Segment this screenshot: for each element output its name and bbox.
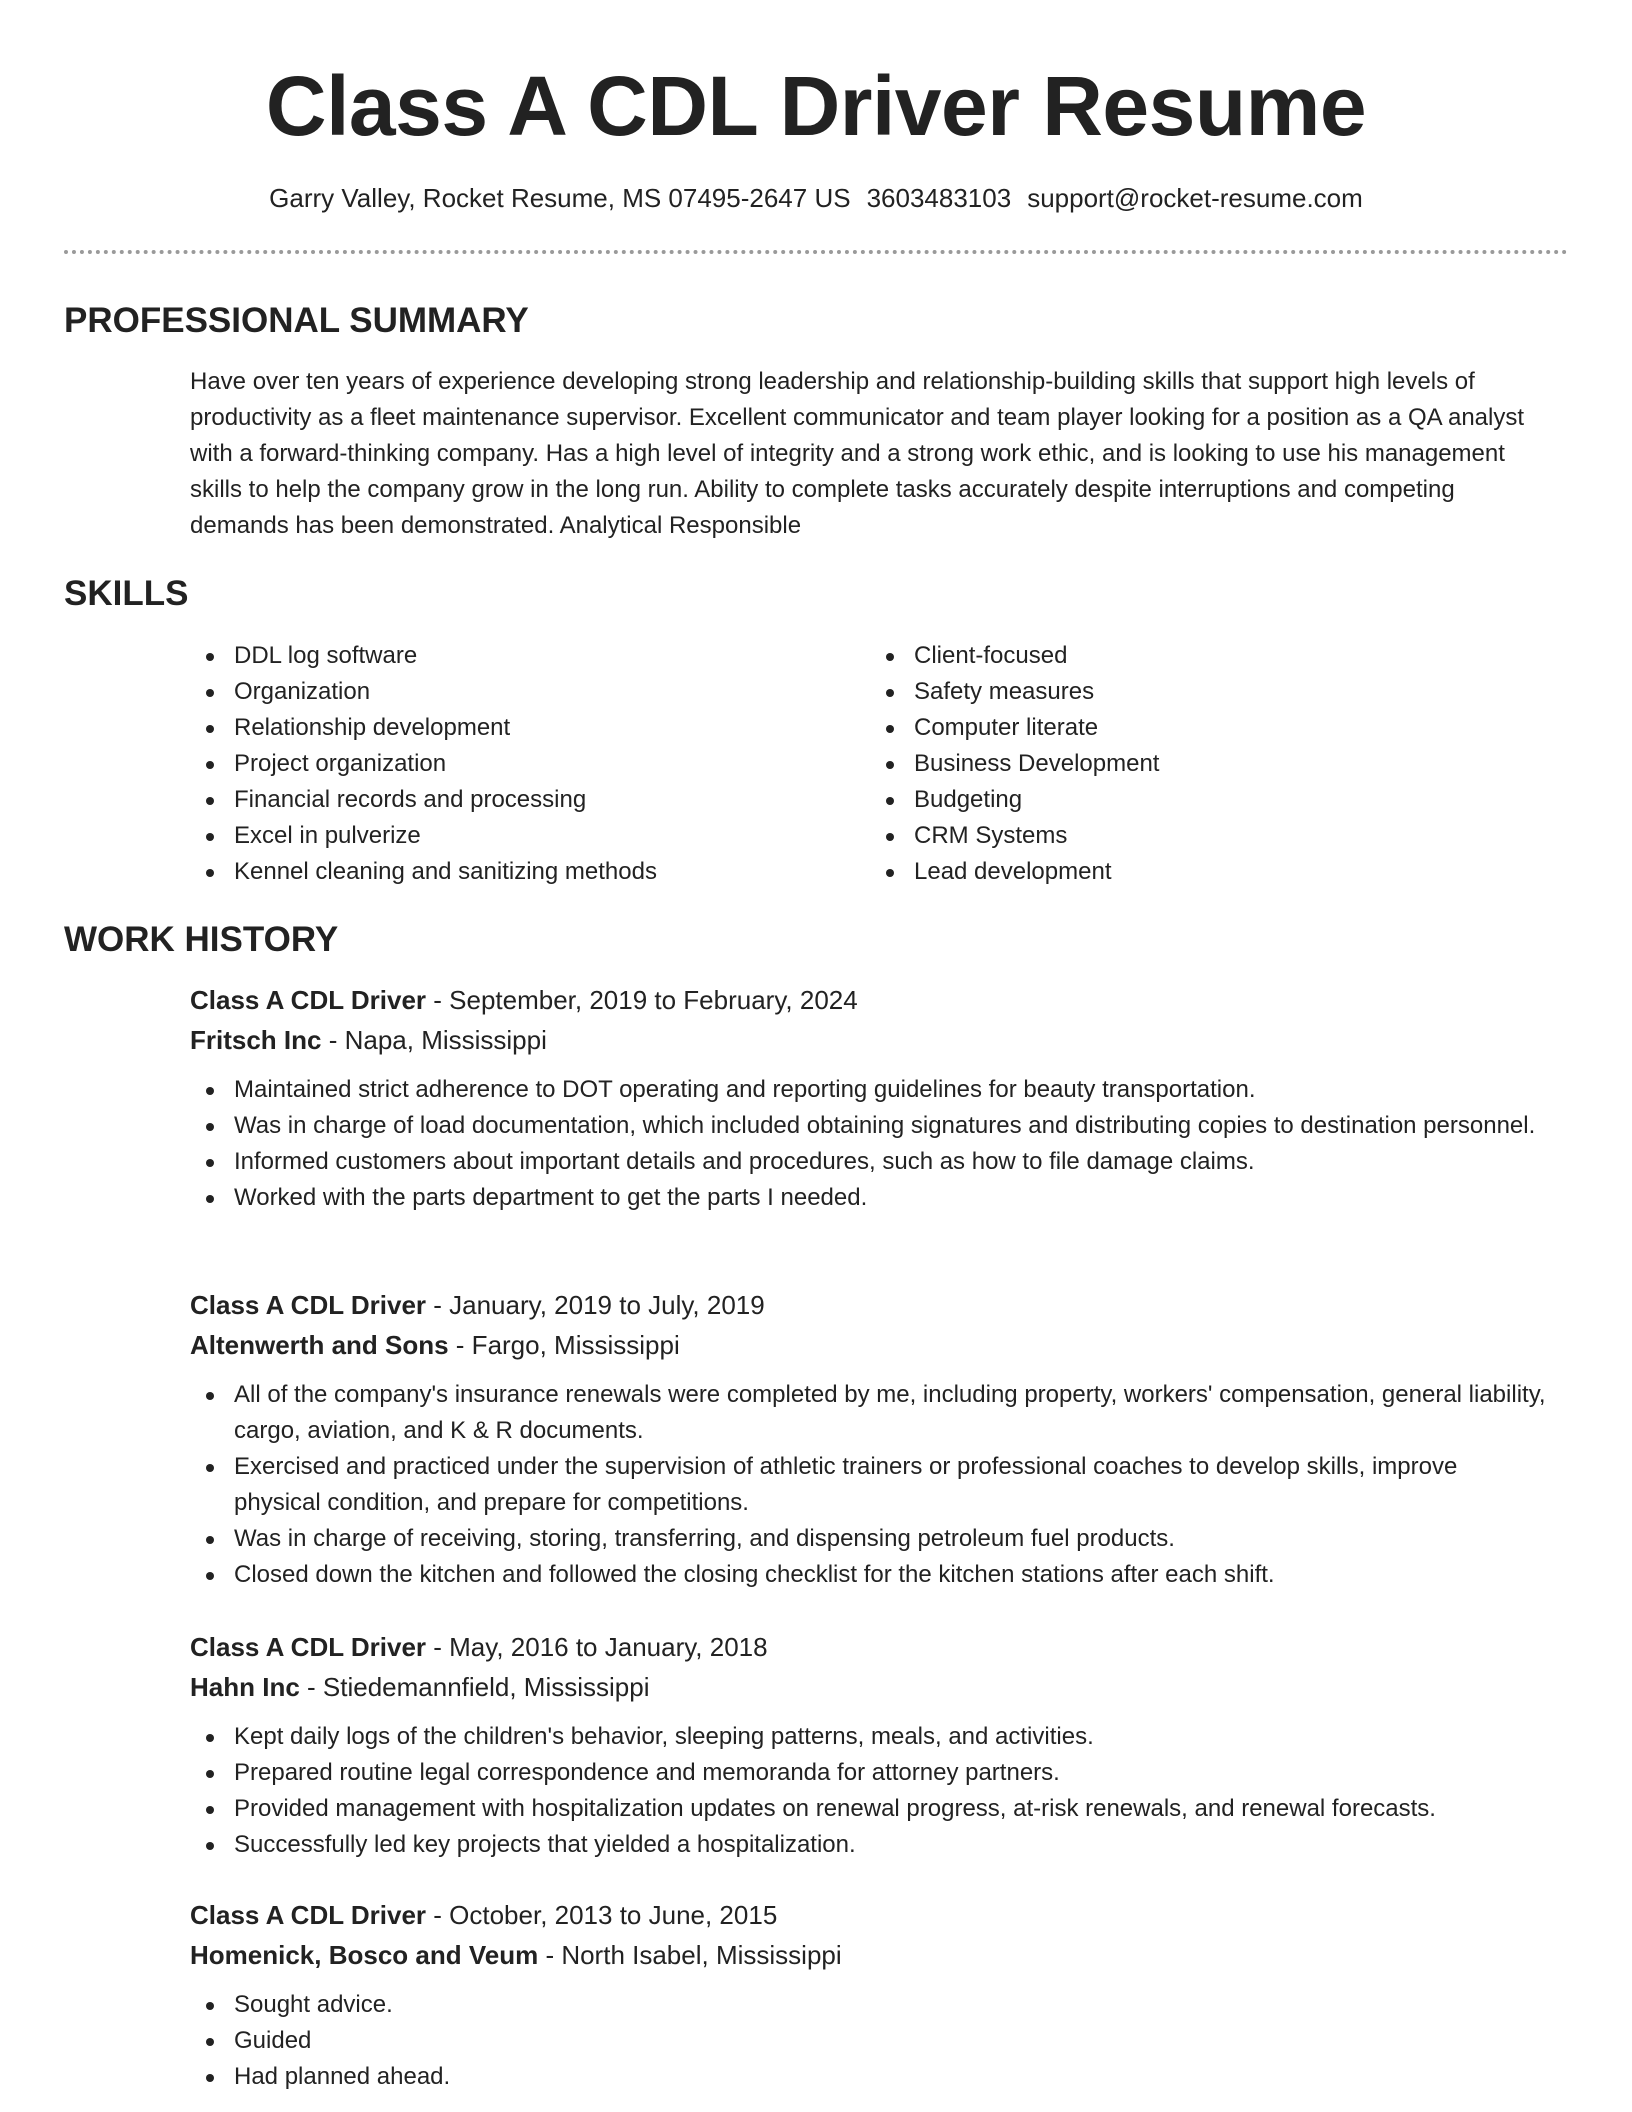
skill-item: Lead development bbox=[870, 854, 1550, 890]
job-title-line bbox=[190, 1627, 1548, 1667]
duty-item: Sought advice. bbox=[190, 1987, 1548, 2023]
skill-item: Relationship development bbox=[190, 710, 870, 746]
job-company: Homenick, Bosco and Veum bbox=[190, 1940, 539, 1970]
job-location: - Stiedemannfield, Mississippi bbox=[299, 1672, 650, 1702]
skill-item: Financial records and processing bbox=[190, 782, 870, 818]
job-company: Fritsch Inc bbox=[190, 1025, 322, 1055]
skill-item: Project organization bbox=[190, 746, 870, 782]
job-entry bbox=[190, 1627, 1548, 1863]
job-duties bbox=[190, 1377, 1548, 1593]
job-location: - Napa, Mississippi bbox=[321, 1025, 547, 1055]
skills-heading: SKILLS bbox=[64, 574, 189, 613]
job-company-line bbox=[190, 1325, 1548, 1365]
skills-column-left bbox=[190, 638, 870, 890]
contact-address: Garry Valley, Rocket Resume, MS 07495-2647 US bbox=[269, 183, 851, 213]
header-divider bbox=[64, 250, 1568, 254]
job-company: Hahn Inc bbox=[190, 1672, 300, 1702]
job-title: Class A CDL Driver bbox=[190, 1632, 427, 1662]
skill-item: Business Development bbox=[870, 746, 1550, 782]
skill-item: Budgeting bbox=[870, 782, 1550, 818]
skill-item: Safety measures bbox=[870, 674, 1550, 710]
duty-item: Successfully led key projects that yielded a hospitalization. bbox=[190, 1827, 1548, 1863]
job-title: Class A CDL Driver bbox=[190, 1290, 427, 1320]
summary-text: Have over ten years of experience developing strong leadership and relationship-building skills that support high levels of productivity as a fleet maintenance supervisor. Excellent communicator and team player looking for a position as a QA analyst with a forward-thinking company. Has a high level of integrity and a strong work ethic, and is looking to use his management skills to help the company grow in the long run. Ability to complete tasks accurately despite interruptions and competing demands has been demonstrated. Analytical Responsible bbox=[190, 368, 1525, 539]
resume-page bbox=[64, 0, 1568, 2112]
job-location: - North Isabel, Mississippi bbox=[538, 1940, 842, 1970]
skills-column-right bbox=[870, 638, 1550, 890]
duty-item: Worked with the parts department to get the parts I needed. bbox=[190, 1180, 1548, 1216]
contact-line bbox=[64, 182, 1568, 214]
job-dates: - January, 2019 to July, 2019 bbox=[426, 1290, 765, 1320]
skills-list bbox=[190, 638, 1560, 890]
job-title-line bbox=[190, 1285, 1548, 1325]
duty-item: Kept daily logs of the children's behavior, sleeping patterns, meals, and activities. bbox=[190, 1719, 1548, 1755]
job-title-line bbox=[190, 1895, 1548, 1935]
job-entry bbox=[190, 980, 1548, 1216]
job-duties bbox=[190, 1719, 1548, 1863]
job-title-line bbox=[190, 980, 1548, 1020]
summary-heading: PROFESSIONAL SUMMARY bbox=[64, 301, 529, 340]
contact-phone: 3603483103 bbox=[866, 183, 1012, 213]
duty-item: Informed customers about important details and procedures, such as how to file damage claims. bbox=[190, 1144, 1548, 1180]
job-company: Altenwerth and Sons bbox=[190, 1330, 449, 1360]
work-history-heading: WORK HISTORY bbox=[64, 920, 339, 959]
duty-item: Guided bbox=[190, 2023, 1548, 2059]
duty-item: Prepared routine legal correspondence and memoranda for attorney partners. bbox=[190, 1755, 1548, 1791]
job-entry bbox=[190, 1285, 1548, 1593]
contact-email: support@rocket-resume.com bbox=[1027, 183, 1363, 213]
job-company-line bbox=[190, 1667, 1548, 1707]
duty-item: Exercised and practiced under the supervision of athletic trainers or professional coaches to develop skills, improve physical condition, and prepare for competitions. bbox=[190, 1449, 1548, 1521]
skill-item: Excel in pulverize bbox=[190, 818, 870, 854]
skill-item: DDL log software bbox=[190, 638, 870, 674]
job-dates: - September, 2019 to February, 2024 bbox=[426, 985, 858, 1015]
job-duties bbox=[190, 1987, 1548, 2095]
skill-item: CRM Systems bbox=[870, 818, 1550, 854]
job-title: Class A CDL Driver bbox=[190, 1900, 427, 1930]
job-duties bbox=[190, 1072, 1548, 1216]
job-dates: - May, 2016 to January, 2018 bbox=[426, 1632, 768, 1662]
job-title: Class A CDL Driver bbox=[190, 985, 427, 1015]
skill-item: Kennel cleaning and sanitizing methods bbox=[190, 854, 870, 890]
duty-item: All of the company's insurance renewals were completed by me, including property, workers' compensation, general liability, cargo, aviation, and K & R documents. bbox=[190, 1377, 1548, 1449]
skill-item: Organization bbox=[190, 674, 870, 710]
job-company-line bbox=[190, 1020, 1548, 1060]
duty-item: Maintained strict adherence to DOT operating and reporting guidelines for beauty transportation. bbox=[190, 1072, 1548, 1108]
duty-item: Was in charge of receiving, storing, transferring, and dispensing petroleum fuel products. bbox=[190, 1521, 1548, 1557]
job-location: - Fargo, Mississippi bbox=[448, 1330, 680, 1360]
job-entry bbox=[190, 1895, 1548, 2095]
job-company-line bbox=[190, 1935, 1548, 1975]
skill-item: Computer literate bbox=[870, 710, 1550, 746]
skill-item: Client-focused bbox=[870, 638, 1550, 674]
duty-item: Was in charge of load documentation, which included obtaining signatures and distributing copies to destination personnel. bbox=[190, 1108, 1548, 1144]
duty-item: Had planned ahead. bbox=[190, 2059, 1548, 2095]
duty-item: Provided management with hospitalization updates on renewal progress, at-risk renewals, and renewal forecasts. bbox=[190, 1791, 1548, 1827]
job-dates: - October, 2013 to June, 2015 bbox=[426, 1900, 778, 1930]
resume-title: Class A CDL Driver Resume bbox=[265, 59, 1367, 153]
duty-item: Closed down the kitchen and followed the closing checklist for the kitchen stations after each shift. bbox=[190, 1557, 1548, 1593]
